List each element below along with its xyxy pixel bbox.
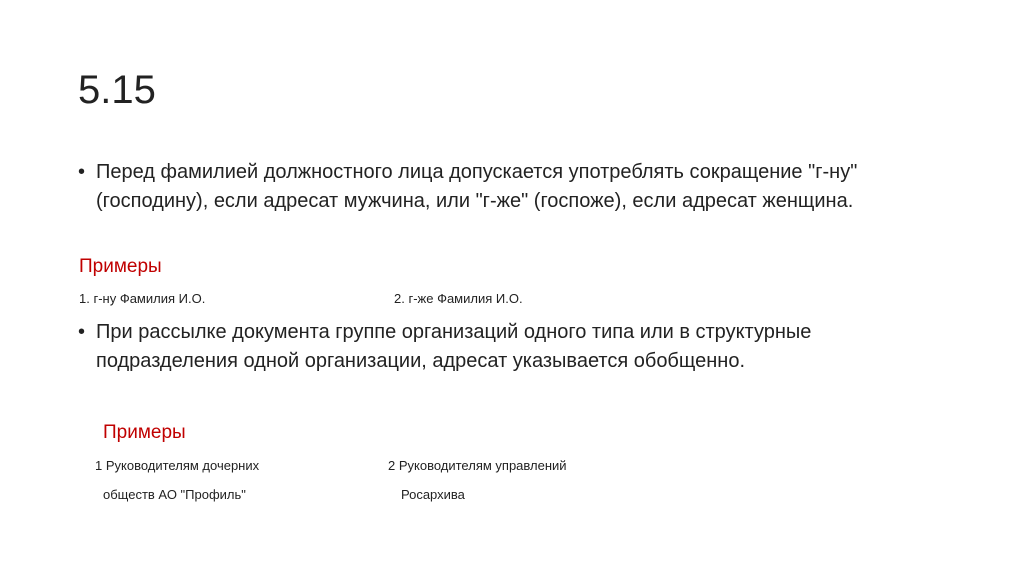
- bullet-text: Перед фамилией должностного лица допускается употреблять сокращение "г-ну" (господину), если адресат мужчина, или "г-же" (госпоже), если адресат женщина.: [96, 161, 858, 212]
- bullet-item-group-mailing: [78, 318, 958, 376]
- example-item: обществ АО "Профиль": [103, 487, 246, 502]
- example-item: 2 Руководителям управлений: [388, 458, 567, 473]
- bullet-text: При рассылке документа группе организаций одного типа или в структурные подразделения одной организации, адресат указывается обобщенно.: [96, 321, 812, 372]
- examples-heading: Примеры: [79, 256, 162, 277]
- example-item: 1 Руководителям дочерних: [95, 458, 260, 473]
- bullet-dot-icon: •: [78, 161, 86, 183]
- example-item: Росархива: [401, 487, 465, 502]
- bullet-dot-icon: •: [78, 321, 86, 343]
- example-item: 1. г-ну Фамилия И.О.: [79, 291, 206, 306]
- bullet-item-honorific: [78, 158, 958, 216]
- examples-heading: Примеры: [103, 422, 186, 443]
- example-item: 2. г-же Фамилия И.О.: [394, 291, 523, 306]
- slide-title: 5.15: [78, 68, 156, 112]
